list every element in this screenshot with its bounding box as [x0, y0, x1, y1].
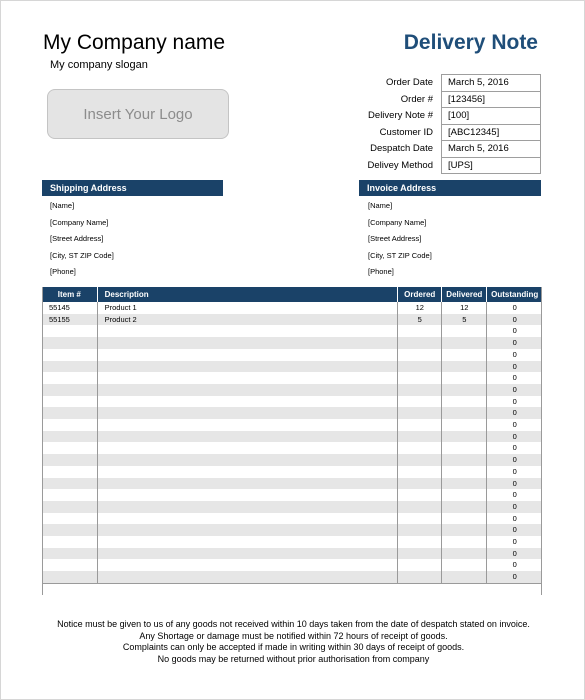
delivered-cell[interactable] — [442, 478, 487, 490]
description-cell[interactable] — [97, 536, 398, 548]
description-cell[interactable] — [97, 501, 398, 513]
item-number-cell[interactable] — [42, 536, 97, 548]
item-number-cell[interactable] — [42, 501, 97, 513]
description-cell[interactable] — [97, 325, 398, 337]
outstanding-cell[interactable]: 0 — [487, 302, 542, 314]
invoice-phone[interactable]: [Phone] — [368, 267, 394, 276]
delivered-cell[interactable] — [442, 524, 487, 536]
delivered-cell[interactable] — [442, 337, 487, 349]
description-cell[interactable] — [97, 349, 398, 361]
item-number-cell[interactable] — [42, 349, 97, 361]
items-table — [42, 287, 542, 584]
outstanding-cell[interactable]: 0 — [487, 442, 542, 454]
table-row — [42, 478, 542, 490]
shipping-city[interactable]: [City, ST ZIP Code] — [50, 250, 114, 260]
delivered-cell[interactable] — [442, 349, 487, 361]
outstanding-cell[interactable]: 0 — [487, 431, 542, 443]
delivered-cell[interactable] — [442, 384, 487, 396]
notice-block — [21, 619, 566, 665]
insert-logo-button[interactable] — [47, 89, 229, 139]
logo-placeholder-label: Insert Your Logo — [83, 105, 193, 123]
table-row — [42, 384, 542, 396]
description-cell[interactable] — [97, 419, 398, 431]
item-number-cell[interactable] — [42, 489, 97, 501]
ordered-cell[interactable] — [398, 454, 442, 466]
outstanding-cell[interactable]: 0 — [487, 396, 542, 408]
outstanding-cell[interactable]: 0 — [487, 536, 542, 548]
table-row — [42, 407, 542, 419]
ordered-cell[interactable] — [398, 384, 442, 396]
outstanding-cell[interactable]: 0 — [487, 513, 542, 525]
order-number-value[interactable]: [123456] — [442, 91, 541, 108]
notice-line: Any Shortage or damage must be notified within 72 hours of receipt of goods. — [139, 630, 448, 641]
delivered-cell[interactable] — [442, 536, 487, 548]
item-number-cell[interactable] — [42, 325, 97, 337]
table-row — [42, 571, 542, 583]
outstanding-cell[interactable]: 0 — [487, 361, 542, 373]
table-row — [42, 501, 542, 513]
outstanding-cell[interactable]: 0 — [487, 548, 542, 560]
table-row — [42, 489, 542, 501]
table-row — [42, 442, 542, 454]
table-row — [42, 536, 542, 548]
description-cell[interactable] — [97, 513, 398, 525]
outstanding-cell[interactable]: 0 — [487, 478, 542, 490]
delivered-cell[interactable] — [442, 548, 487, 560]
delivery-method-label: Delivey Method — [367, 159, 433, 171]
item-number-cell[interactable] — [42, 407, 97, 419]
table-row — [42, 466, 542, 478]
company-name: My Company name — [43, 31, 226, 54]
description-cell[interactable] — [97, 454, 398, 466]
notice-line: Notice must be given to us of any goods not received within 10 days taken from the date of despatch stated on invoice. — [57, 619, 530, 629]
delivered-cell[interactable]: 5 — [442, 314, 487, 326]
shipping-company[interactable]: [Company Name] — [50, 217, 109, 227]
outstanding-cell[interactable]: 0 — [487, 325, 542, 337]
item-number-cell[interactable] — [42, 337, 97, 349]
table-row — [42, 524, 542, 536]
shipping-address-heading: Shipping Address — [42, 180, 223, 196]
description-cell[interactable] — [97, 361, 398, 373]
ordered-cell[interactable] — [398, 536, 442, 548]
description-cell[interactable] — [97, 559, 398, 571]
ordered-cell[interactable] — [398, 349, 442, 361]
ordered-cell[interactable] — [398, 419, 442, 431]
description-cell[interactable] — [97, 442, 398, 454]
ordered-cell[interactable] — [398, 513, 442, 525]
delivered-cell[interactable] — [442, 372, 487, 384]
shipping-name[interactable]: [Name] — [50, 201, 75, 210]
delivered-cell[interactable] — [442, 325, 487, 337]
table-row — [42, 372, 542, 384]
invoice-address-heading: Invoice Address — [359, 180, 541, 196]
ordered-cell[interactable] — [398, 407, 442, 419]
description-cell[interactable] — [97, 431, 398, 443]
item-number-cell[interactable]: 55145 — [49, 303, 70, 312]
delivered-cell[interactable]: 12 — [442, 302, 487, 314]
ordered-cell[interactable] — [398, 337, 442, 349]
ordered-cell[interactable] — [398, 466, 442, 478]
invoice-company[interactable]: [Company Name] — [368, 217, 427, 227]
table-row — [42, 396, 542, 408]
outstanding-cell[interactable]: 0 — [487, 384, 542, 396]
outstanding-cell[interactable]: 0 — [487, 454, 542, 466]
outstanding-cell[interactable]: 0 — [487, 407, 542, 419]
ordered-cell[interactable] — [398, 478, 442, 490]
table-row — [42, 419, 542, 431]
outstanding-cell[interactable]: 0 — [487, 501, 542, 513]
outstanding-cell[interactable]: 0 — [487, 489, 542, 501]
table-row — [42, 361, 542, 373]
table-row — [42, 513, 542, 525]
table-row — [42, 548, 542, 560]
delivered-cell[interactable] — [442, 501, 487, 513]
invoice-city[interactable]: [City, ST ZIP Code] — [368, 250, 432, 260]
outstanding-cell[interactable]: 0 — [487, 524, 542, 536]
table-row — [42, 314, 542, 326]
description-cell[interactable] — [97, 372, 398, 384]
order-date-label: Order Date — [386, 77, 433, 89]
item-number-cell[interactable] — [42, 419, 97, 431]
item-number-cell[interactable] — [42, 571, 97, 583]
item-number-cell[interactable] — [42, 372, 97, 384]
despatch-date-value[interactable]: March 5, 2016 — [442, 141, 541, 158]
delivered-cell[interactable] — [442, 559, 487, 571]
shipping-phone[interactable]: [Phone] — [50, 267, 76, 276]
delivered-cell[interactable] — [442, 361, 487, 373]
column-header-description: Description — [97, 287, 398, 302]
item-number-cell[interactable] — [42, 466, 97, 478]
delivered-cell[interactable] — [442, 407, 487, 419]
delivered-cell[interactable] — [442, 454, 487, 466]
ordered-cell[interactable] — [398, 442, 442, 454]
item-number-cell[interactable] — [42, 478, 97, 490]
item-number-cell[interactable] — [42, 524, 97, 536]
ordered-cell[interactable] — [398, 524, 442, 536]
ordered-cell[interactable] — [398, 489, 442, 501]
ordered-cell[interactable] — [398, 361, 442, 373]
item-number-cell[interactable] — [42, 442, 97, 454]
description-cell[interactable] — [97, 571, 398, 583]
customer-id-label: Customer ID — [379, 126, 433, 138]
outstanding-cell[interactable]: 0 — [487, 372, 542, 384]
description-cell[interactable] — [97, 548, 398, 560]
outstanding-cell[interactable]: 0 — [487, 466, 542, 478]
column-header-outstanding: Outstanding — [487, 287, 542, 302]
ordered-cell[interactable] — [398, 559, 442, 571]
shipping-address-block — [50, 201, 114, 284]
outstanding-cell[interactable]: 0 — [487, 337, 542, 349]
ordered-cell[interactable] — [398, 501, 442, 513]
ordered-cell[interactable] — [398, 325, 442, 337]
description-cell[interactable]: Product 1 — [97, 302, 398, 314]
column-header-delivered: Delivered — [442, 287, 487, 302]
outstanding-cell[interactable]: 0 — [487, 349, 542, 361]
item-number-cell[interactable]: 55155 — [42, 314, 97, 326]
table-row — [42, 325, 542, 337]
item-number-cell[interactable] — [42, 396, 97, 408]
outstanding-cell[interactable]: 0 — [487, 559, 542, 571]
description-cell[interactable] — [97, 524, 398, 536]
description-cell[interactable] — [97, 337, 398, 349]
item-number-cell[interactable] — [42, 548, 97, 560]
table-row — [42, 431, 542, 443]
description-cell[interactable] — [97, 466, 398, 478]
invoice-street[interactable]: [Street Address] — [368, 234, 422, 243]
outstanding-cell[interactable]: 0 — [487, 419, 542, 431]
table-row — [42, 559, 542, 571]
order-date-value[interactable]: March 5, 2016 — [442, 75, 541, 92]
ordered-cell[interactable] — [398, 396, 442, 408]
item-number-cell[interactable] — [42, 513, 97, 525]
item-number-cell[interactable] — [42, 384, 97, 396]
delivered-cell[interactable] — [442, 571, 487, 583]
ordered-cell[interactable] — [398, 431, 442, 443]
outstanding-cell[interactable]: 0 — [487, 314, 542, 326]
ordered-cell[interactable] — [398, 548, 442, 560]
invoice-name[interactable]: [Name] — [368, 201, 393, 210]
customer-id-value[interactable]: [ABC12345] — [442, 124, 541, 141]
shipping-street[interactable]: [Street Address] — [50, 234, 104, 243]
invoice-address-block — [368, 201, 432, 284]
description-cell[interactable]: Product 2 — [97, 314, 398, 326]
delivered-cell[interactable] — [442, 396, 487, 408]
company-slogan: My company slogan — [50, 59, 148, 71]
item-number-cell[interactable] — [42, 361, 97, 373]
delivery-method-value[interactable]: [UPS] — [442, 157, 541, 174]
items-header-row — [42, 287, 542, 302]
column-header-ordered: Ordered — [398, 287, 442, 302]
table-row — [42, 349, 542, 361]
document-title: Delivery Note — [403, 31, 538, 54]
notice-line: Complaints can only be accepted if made in writing within 30 days of receipt of goods. — [122, 642, 465, 653]
table-row — [42, 454, 542, 466]
delivered-cell[interactable] — [442, 489, 487, 501]
table-row — [42, 337, 542, 349]
delivered-cell[interactable] — [442, 431, 487, 443]
delivery-note-number-label: Delivery Note # — [368, 110, 433, 122]
description-cell[interactable] — [97, 396, 398, 408]
description-cell[interactable] — [97, 407, 398, 419]
description-cell[interactable] — [97, 478, 398, 490]
item-number-cell[interactable] — [42, 454, 97, 466]
ordered-cell[interactable] — [398, 372, 442, 384]
description-cell[interactable] — [97, 489, 398, 501]
delivered-cell[interactable] — [442, 466, 487, 478]
ordered-cell[interactable]: 5 — [398, 314, 442, 326]
order-number-label: Order # — [400, 93, 433, 105]
table-row — [42, 302, 542, 314]
outstanding-cell[interactable]: 0 — [487, 571, 542, 583]
order-info-table — [341, 74, 541, 174]
description-cell[interactable] — [97, 384, 398, 396]
delivered-cell[interactable] — [442, 419, 487, 431]
item-number-cell[interactable] — [42, 431, 97, 443]
item-number-cell[interactable] — [42, 559, 97, 571]
despatch-date-label: Despatch Date — [370, 143, 433, 155]
delivered-cell[interactable] — [442, 442, 487, 454]
ordered-cell[interactable]: 12 — [398, 302, 442, 314]
column-header-item: Item # — [42, 287, 97, 302]
delivered-cell[interactable] — [442, 513, 487, 525]
delivery-note-number-value[interactable]: [100] — [442, 108, 541, 125]
notice-line: No goods may be returned without prior authorisation from company — [157, 653, 430, 664]
ordered-cell[interactable] — [398, 571, 442, 583]
